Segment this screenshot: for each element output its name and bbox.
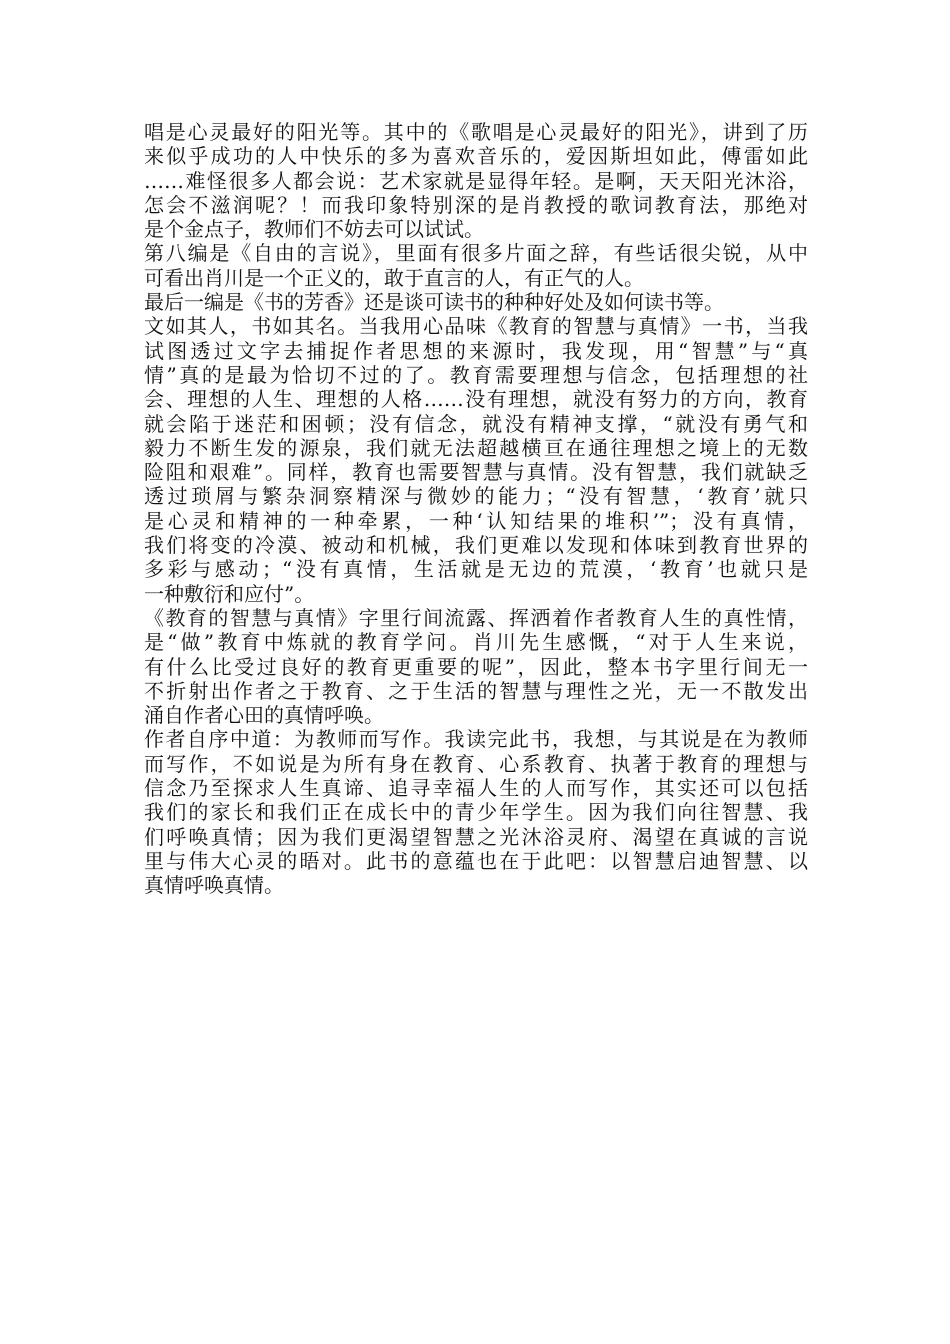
text-line: 试图透过文字去捕捉作者思想的来源时，我发现，用“智慧”与“真	[144, 338, 808, 363]
text-line: 是心灵和精神的一种牵累，一种‘认知结果的堆积’”；没有真情，	[144, 508, 808, 533]
text-line: 毅力不断生发的源泉，我们就无法超越横亘在通往理想之境上的无数	[144, 435, 808, 460]
text-line: 有什么比受过良好的教育更重要的呢”，因此，整本书字里行间无一	[144, 654, 808, 679]
text-line: 而写作，不如说是为所有身在教育、心系教育、执著于教育的理想与	[144, 751, 808, 776]
text-line: 会、理想的人生、理想的人格……没有理想，就没有努力的方向，教育	[144, 387, 808, 412]
text-line: 情”真的是最为恰切不过的了。教育需要理想与信念，包括理想的社	[144, 362, 808, 387]
text-line: 里与伟大心灵的晤对。此书的意蕴也在于此吧：以智慧启迪智慧、以	[144, 848, 808, 873]
document-body	[144, 120, 808, 898]
text-line: 多彩与感动；“没有真情，生活就是无边的荒漠，‘教育’也就只是	[144, 557, 808, 582]
text-line: 一种敷衍和应付”。	[144, 581, 315, 606]
text-line: 是“做”教育中炼就的教育学问。肖川先生感慨，“对于人生来说，	[144, 630, 808, 655]
text-line: 信念乃至探求人生真谛、追寻幸福人生的人而写作，其实还可以包括	[144, 776, 808, 801]
text-line: 怎会不滋润呢？！而我印象特别深的是肖教授的歌词教育法，那绝对	[144, 192, 808, 217]
text-line: 文如其人，书如其名。当我用心品味《教育的智慧与真情》一书，当我	[144, 314, 808, 339]
text-line: 是个金点子，教师们不妨去可以试试。	[144, 217, 484, 242]
text-line: ……难怪很多人都会说：艺术家就是显得年轻。是啊，天天阳光沐浴，	[144, 168, 808, 193]
text-line: 我们的家长和我们正在成长中的青少年学生。因为我们向往智慧、我	[144, 800, 808, 825]
text-line: 《教育的智慧与真情》字里行间流露、挥洒着作者教育人生的真性情，	[144, 605, 808, 630]
text-line: 我们将变的冷漠、被动和机械，我们更难以发现和体味到教育世界的	[144, 533, 808, 558]
text-line: 来似乎成功的人中快乐的多为喜欢音乐的，爱因斯坦如此，傅雷如此	[144, 144, 808, 169]
text-line: 唱是心灵最好的阳光等。其中的《歌唱是心灵最好的阳光》，讲到了历	[144, 120, 808, 144]
text-line: 不折射出作者之于教育、之于生活的智慧与理性之光，无一不散发出	[144, 678, 808, 703]
text-line: 透过琐屑与繁杂洞察精深与微妙的能力；“没有智慧，‘教育’就只	[144, 484, 808, 509]
text-line: 们呼唤真情；因为我们更渴望智慧之光沐浴灵府、渴望在真诚的言说	[144, 824, 808, 849]
text-line: 可看出肖川是一个正义的，敢于直言的人，有正气的人。	[144, 265, 644, 290]
text-line: 就会陷于迷茫和困顿；没有信念，就没有精神支撑，“就没有勇气和	[144, 411, 808, 436]
text-line: 最后一编是《书的芳香》还是谈可读书的种种好处及如何读书等。	[144, 290, 724, 315]
text-line: 作者自序中道：为教师而写作。我读完此书，我想，与其说是在为教师	[144, 727, 808, 752]
text-line: 真情呼唤真情。	[144, 873, 284, 898]
text-line: 险阻和艰难”。同样，教育也需要智慧与真情。没有智慧，我们就缺乏	[144, 460, 808, 485]
text-line: 第八编是《自由的言说》，里面有很多片面之辞，有些话很尖锐，从中	[144, 241, 808, 266]
text-line: 涌自作者心田的真情呼唤。	[144, 703, 384, 728]
